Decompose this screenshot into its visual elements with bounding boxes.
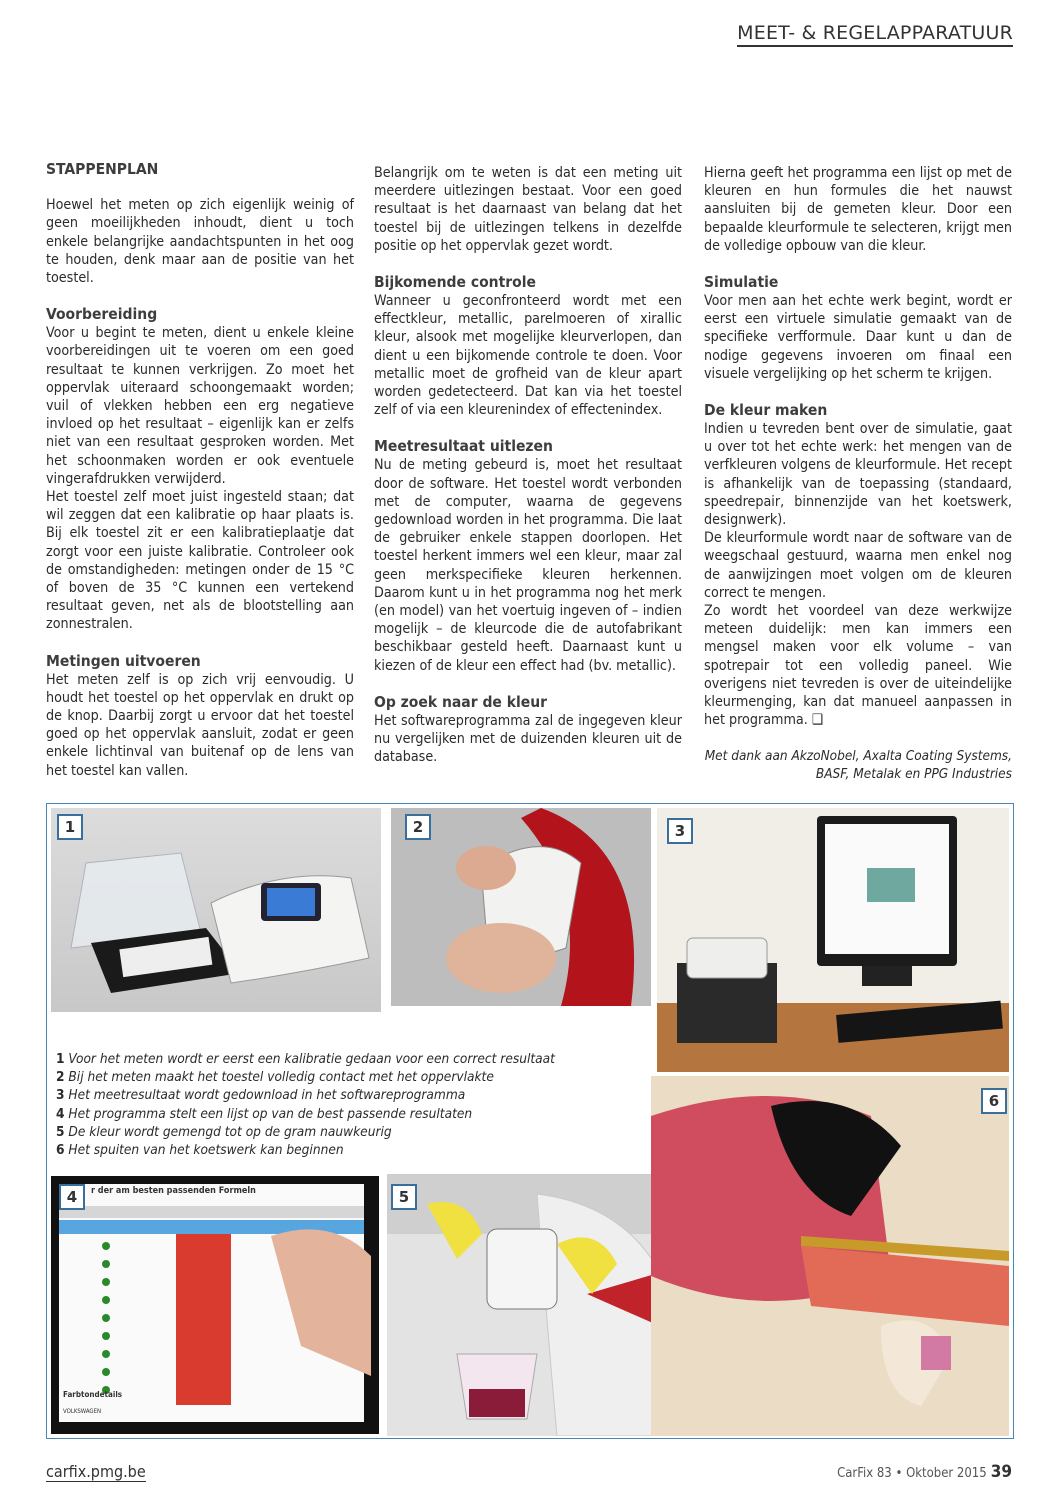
screen-make: VOLKSWAGEN	[63, 1408, 102, 1415]
caption-6: 6 Het spuiten van het koetswerk kan beginnen	[56, 1142, 344, 1159]
paragraph: Het meten zelf is op zich vrij eenvoudig. U houdt het toestel op het oppervlak en drukt op de knop. Daarbij zorgt u ervoor dat het toestel goed op het oppervlak aansluit, zodat er geen enkele lichtinval van buitenaf op de lens van het toestel kan vallen.	[46, 671, 354, 779]
photo-measuring	[391, 808, 651, 1006]
caption-2: 2 Bij het meten maakt het toestel volledig contact met het oppervlakte	[56, 1069, 494, 1086]
paragraph: Nu de meting gebeurd is, moet het resultaat door de software. Het toestel wordt verbonden met de computer, waarna de gegevens gedownload worden in het programma. Die laat de gebruiker enkele stappen doorlopen. Het toestel herkent immers wel een kleur, maar zal geen merkspecifieke kleuren herkennen. Daarom kunt u in het programma nog het merk (en model) van het voertuig ingeven of – indien mogelijk – de kleurcode die de autofabrikant beschikbaar gesteld heeft. Daarnaast kunt u kiezen of de kleur een effect had (bv. metallic).	[374, 457, 682, 674]
article-title: STAPPENPLAN	[46, 160, 159, 178]
article-column-3	[704, 164, 1012, 783]
caption-1: 1 Voor het meten wordt er eerst een kalibratie gedaan voor een correct resultaat	[56, 1051, 555, 1067]
article-column-2	[374, 164, 682, 766]
photo-calibration	[51, 808, 381, 1012]
section-header: MEET- & REGELAPPARATUUR	[737, 22, 1013, 44]
caption-5: 5 De kleur wordt gemengd tot op de gram nauwkeurig	[56, 1123, 392, 1140]
photo-number-2: 2	[405, 814, 431, 840]
photo-number-5: 5	[391, 1184, 417, 1210]
paragraph: Wanneer u geconfronteerd wordt met een effectkleur, metallic, parelmoeren of xirallic kleur, alsook met mogelijke kleurverlopen, dan dient u een bijkomende controle te doen. Voor metallic moet de grofheid van de kleur apart worden gedetecteerd. Dat kan via het toestel zelf of via een kleurenindex of effectenindex.	[374, 293, 682, 419]
photo-number-4: 4	[59, 1184, 85, 1210]
photo-captions	[56, 1050, 656, 1159]
screen-title: r der am besten passenden Formeln	[91, 1186, 256, 1196]
credit: Met dank aan AkzoNobel, Axalta Coating Systems, BASF, Metalak en PPG Industries	[704, 748, 1012, 783]
photo-touchscreen	[51, 1176, 379, 1434]
caption-4: 4 Het programma stelt een lijst op van de best passende resultaten	[56, 1105, 473, 1122]
caption-3: 3 Het meetresultaat wordt gedownload in het softwareprogramma	[56, 1087, 466, 1104]
paragraph: Het toestel zelf moet juist ingesteld staan; dat wil zeggen dat een kalibratie op haar plaats is. Bij elk toestel zit er een kalibratieplaatje dat zorgt voor een juiste kalibratie. Controleer ook de omstandigheden: metingen onder de 15 °C of boven de 35 °C kunnen een vertekend resultaat geven, net als de blootstelling aan zonnestralen.	[46, 489, 354, 633]
photo-computer	[657, 808, 1009, 1072]
photo-number-3: 3	[667, 818, 693, 844]
footer-issue: CarFix 83 • Oktober 2015 39	[837, 1462, 1012, 1482]
paragraph: Voor u begint te meten, dient u enkele kleine voorbereidingen uit te voeren om een goed resultaat te kunnen verkrijgen. Zo moet het oppervlak uiteraard schoongemaakt worden; vuil of vlekken hebben een erg negatieve invloed op het resultaat – eigenlijk kan er zelfs niet van een resultaat gesproken worden. Met het schoonmaken worden er ook eventuele vingerafdrukken verwijderd.	[46, 325, 354, 487]
paragraph: De kleurformule wordt naar de software van de weegschaal gestuurd, waarna men enkel nog de aanwijzingen moet volgen om de kleuren correct te mengen.	[704, 530, 1012, 601]
paragraph: Het softwareprogramma zal de ingegeven kleur nu vergelijken met de duizenden kleuren uit de database.	[374, 712, 682, 766]
heading-opzoek: Op zoek naar de kleur	[374, 692, 548, 711]
heading-meetresultaat: Meetresultaat uitlezen	[374, 437, 553, 456]
photo-mixing	[387, 1174, 655, 1436]
page-number: 39	[990, 1462, 1012, 1482]
paragraph: Indien u tevreden bent over de simulatie, gaat u over tot het echte werk: het mengen van de verfkleuren volgens de kleurformule. Het recept is afhankelijk van de toepassing (standaard, speedrepair, binnenzijde van het koetswerk, designwerk).	[704, 421, 1012, 529]
paragraph: Zo wordt het voordeel van deze werkwijze meteen duidelijk: men kan immers een mengsel maken voor elk volume – van spotrepair tot een volledig paneel. Wie overigens niet tevreden is over de uiteindelijke kleurmenging, kan dat manueel aanpassen in het programma. ❑	[704, 603, 1012, 729]
heading-voorbereiding: Voorbereiding	[46, 305, 158, 324]
intro-paragraph: Hoewel het meten op zich eigenlijk weinig of geen moeilijkheden inhoudt, dient u toch enkele belangrijke aandachtspunten in het oog te houden, denk maar aan de positie van het toestel.	[46, 197, 354, 287]
photo-spraying	[651, 1076, 1009, 1436]
heading-bijkomende: Bijkomende controle	[374, 273, 536, 292]
paragraph: Hierna geeft het programma een lijst op met de kleuren en hun formules die het nauwst aansluiten bij de gemeten kleur. Door een bepaalde kleurformule te selecteren, krijgt men de volledige opbouw van die kleur.	[704, 165, 1012, 254]
paragraph: Voor men aan het echte werk begint, wordt er eerst een virtuele simulatie gemaakt van de specifieke verfformule. Daar kunt u dan de nodige gegevens invoeren om finaal een visuele vergelijking op het scherm te krijgen.	[704, 293, 1012, 382]
article-column-1	[46, 160, 354, 780]
photo-number-1: 1	[57, 814, 83, 840]
paragraph: Belangrijk om te weten is dat een meting uit meerdere uitlezingen bestaat. Voor een goed resultaat is het daarnaast van belang dat het toestel bij de uitlezingen telkens in dezelfde positie op het oppervlak gezet wordt.	[374, 165, 682, 254]
screen-detail-label: Farbtondetails	[63, 1390, 123, 1399]
heading-kleur-maken: De kleur maken	[704, 401, 828, 420]
photo-number-6: 6	[981, 1088, 1007, 1114]
footer-site-link[interactable]: carfix.pmg.be	[46, 1462, 146, 1481]
heading-simulatie: Simulatie	[704, 273, 779, 292]
heading-metingen: Metingen uitvoeren	[46, 651, 201, 670]
